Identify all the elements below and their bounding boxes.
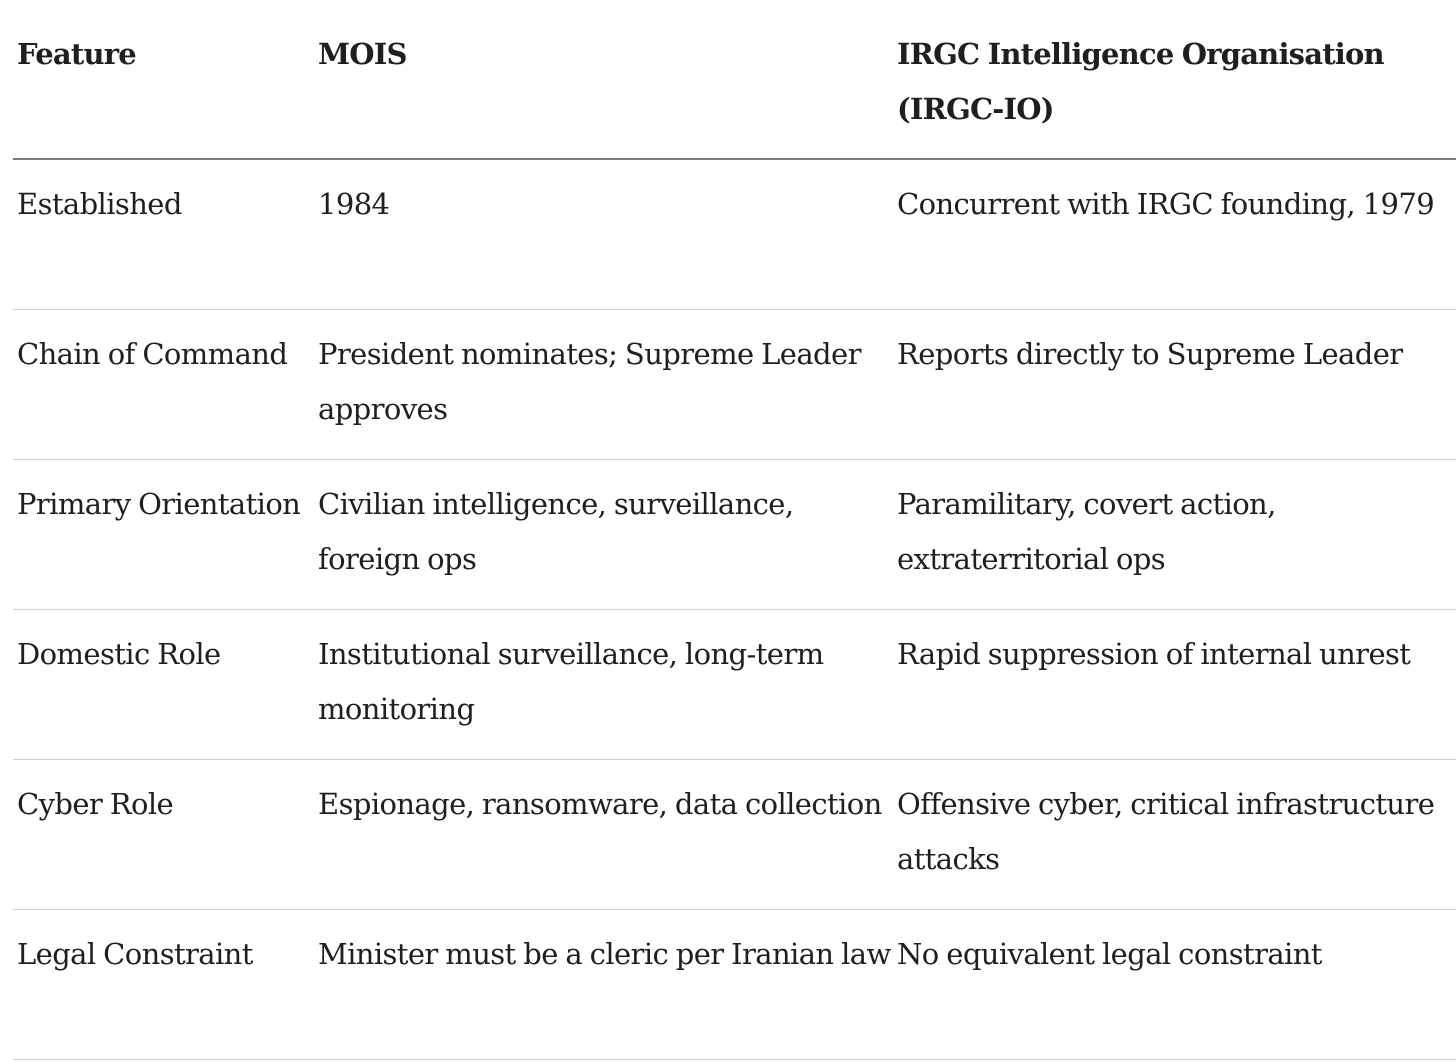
row-mois-value: Minister must be a cleric per Iranian law (314, 909, 893, 1059)
row-irgc-value: Rapid suppression of internal unrest (893, 609, 1456, 759)
row-mois-value: Espionage, ransomware, data collection (314, 759, 893, 909)
row-feature: Primary Orientation (13, 459, 314, 609)
comparison-table (13, 0, 1456, 1060)
table-row (13, 759, 1456, 909)
row-feature: Chain of Command (13, 309, 314, 459)
row-irgc-value: Paramilitary, covert action, extraterritorial ops (893, 459, 1456, 609)
header-irgc-io: IRGC Intelligence Organisation (IRGC-IO) (893, 0, 1456, 159)
row-irgc-value: Offensive cyber, critical infrastructure attacks (893, 759, 1456, 909)
row-mois-value: President nominates; Supreme Leader approves (314, 309, 893, 459)
row-feature: Domestic Role (13, 609, 314, 759)
header-row (13, 0, 1456, 159)
table-row (13, 159, 1456, 309)
row-feature: Cyber Role (13, 759, 314, 909)
table-row (13, 459, 1456, 609)
table-row (13, 609, 1456, 759)
row-mois-value: 1984 (314, 159, 893, 309)
row-irgc-value: Concurrent with IRGC founding, 1979 (893, 159, 1456, 309)
row-mois-value: Institutional surveillance, long-term monitoring (314, 609, 893, 759)
row-feature: Legal Constraint (13, 909, 314, 1059)
row-irgc-value: Reports directly to Supreme Leader (893, 309, 1456, 459)
table-row (13, 309, 1456, 459)
row-mois-value: Civilian intelligence, surveillance, foreign ops (314, 459, 893, 609)
header-mois: MOIS (314, 0, 893, 159)
header-feature: Feature (13, 0, 314, 159)
row-feature: Established (13, 159, 314, 309)
table-row (13, 909, 1456, 1059)
row-irgc-value: No equivalent legal constraint (893, 909, 1456, 1059)
